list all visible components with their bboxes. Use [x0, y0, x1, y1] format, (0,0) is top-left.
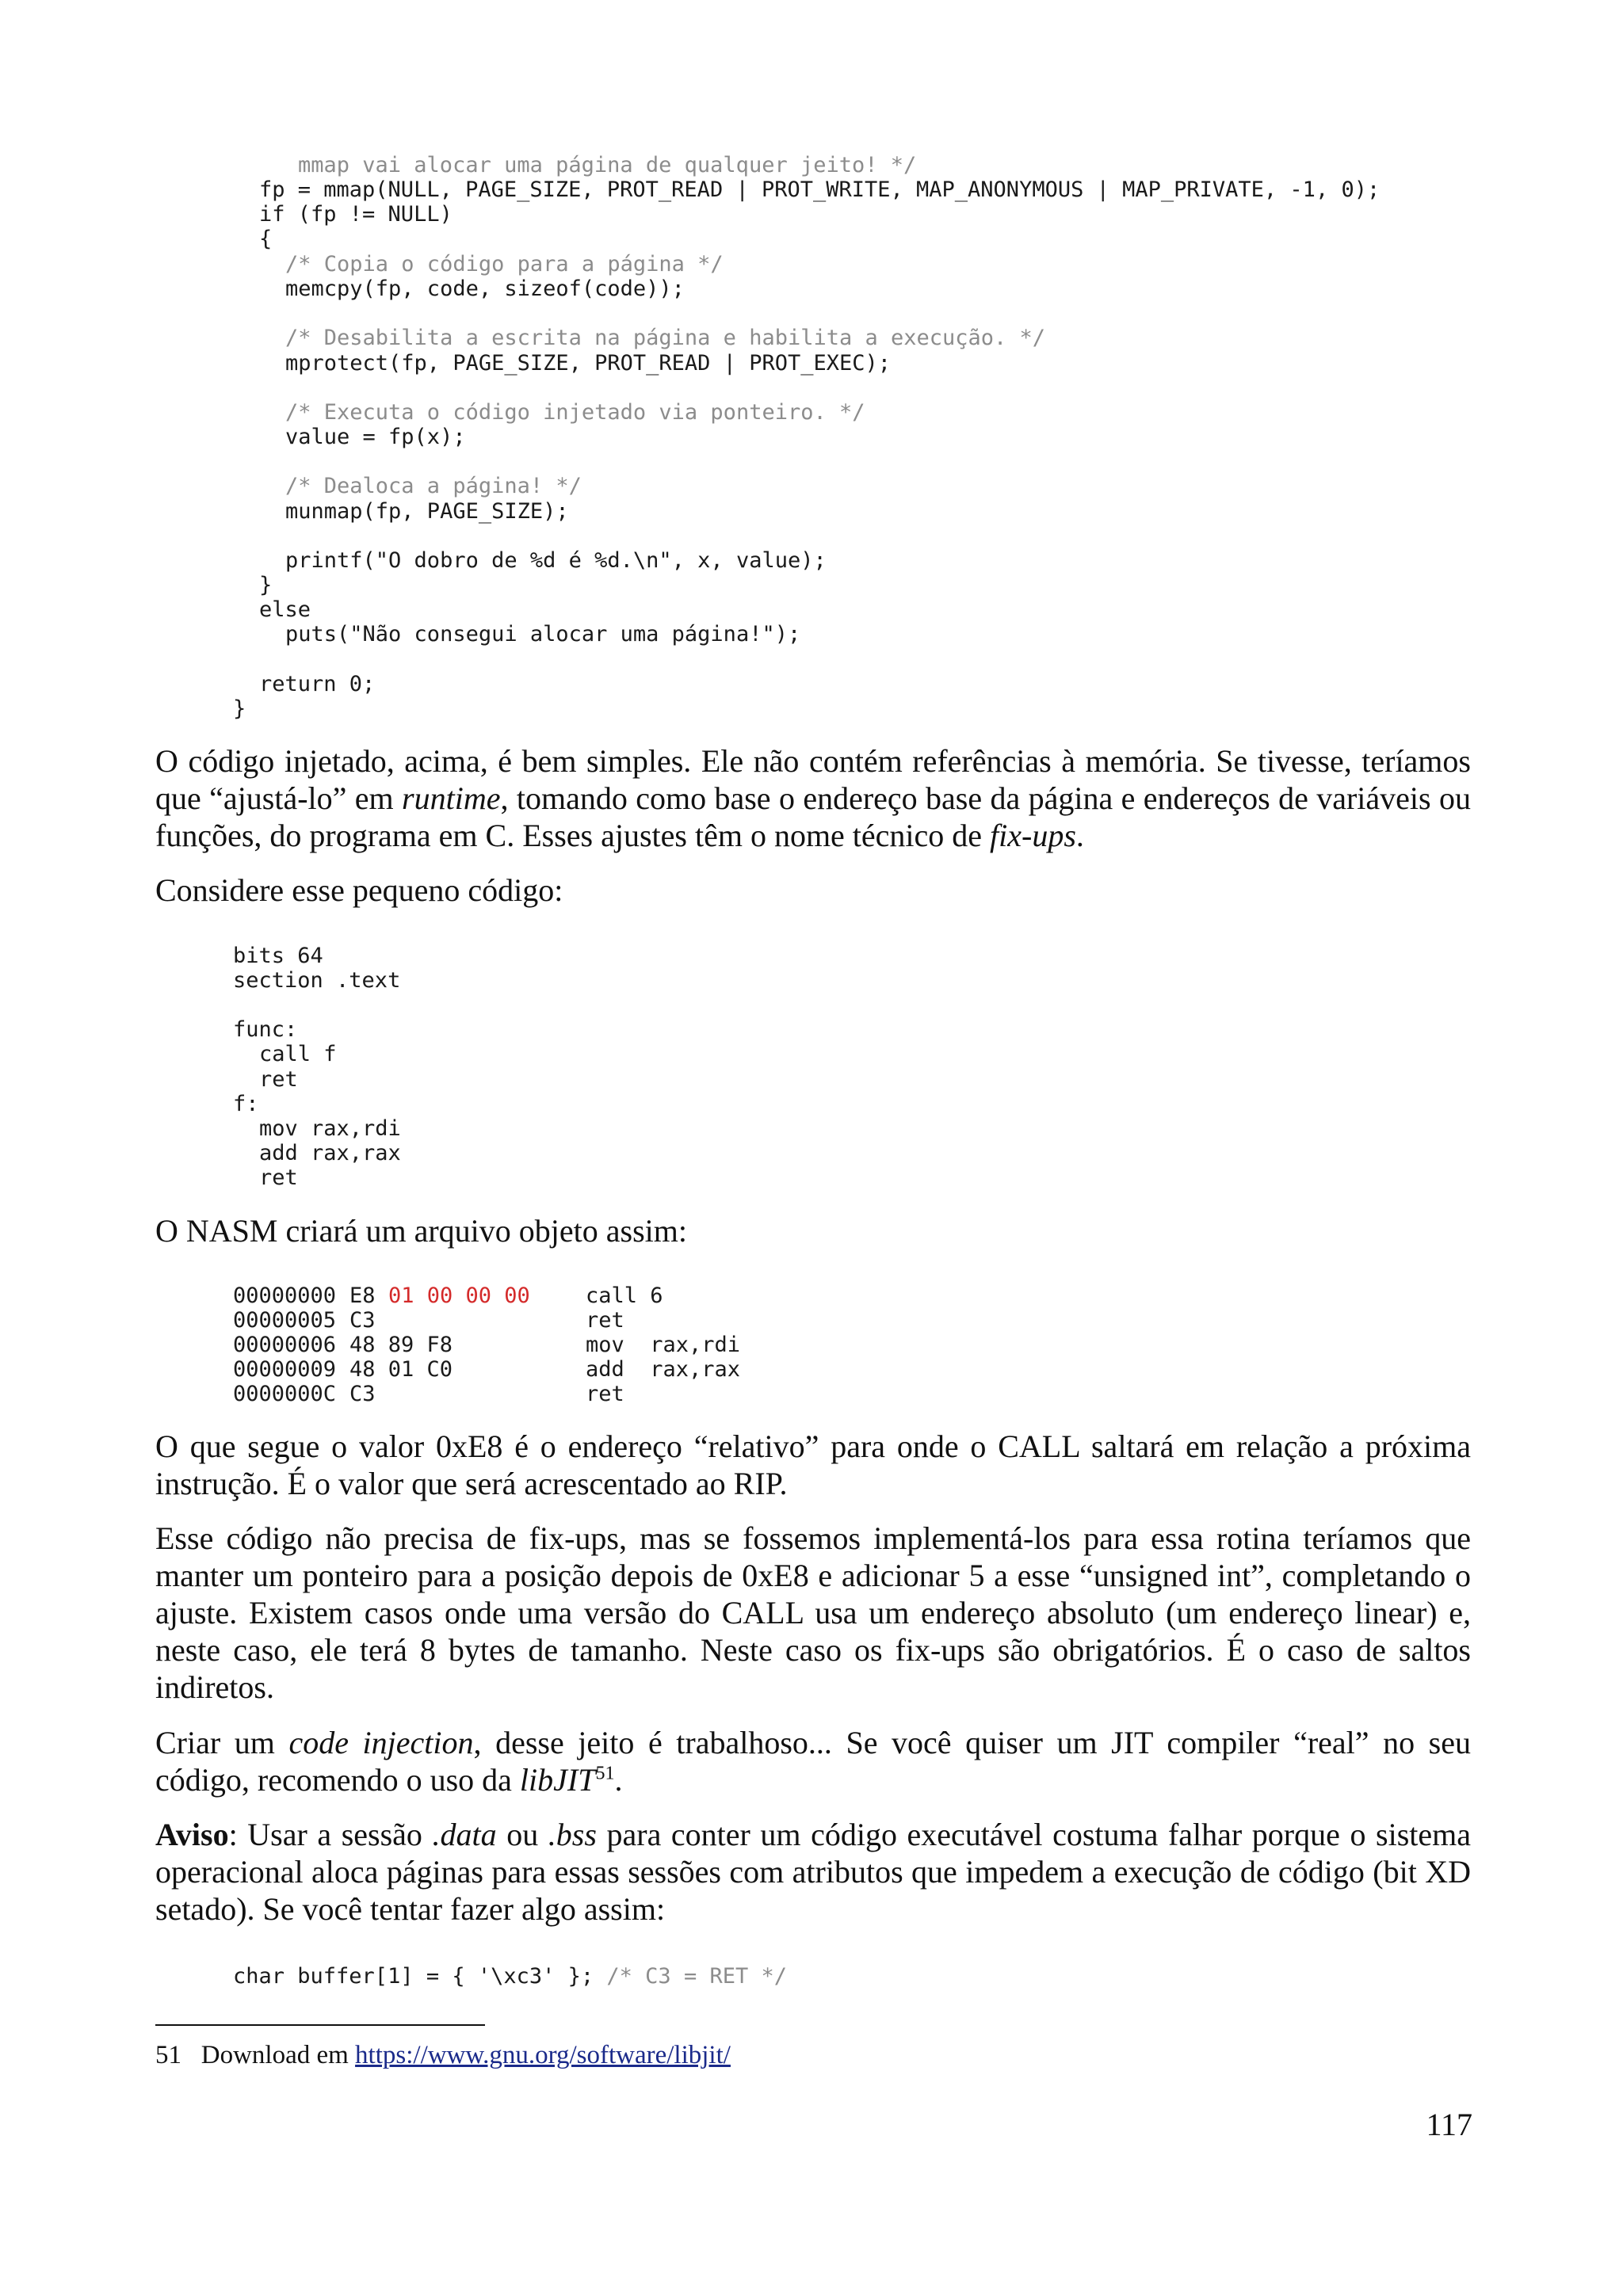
code-line: if (fp != NULL): [259, 202, 453, 227]
code-line: fp = mmap(NULL, PAGE_SIZE, PROT_READ | PROT_WRITE, MAP_ANONYMOUS | MAP_PRIVATE, -1, 0);: [259, 177, 1381, 202]
code-comment: /* Copia o código para a página */: [285, 252, 724, 277]
listing-opcode: E8: [349, 1283, 376, 1308]
code-line: mov rax,rdi: [259, 1116, 401, 1141]
page-number: 117: [1426, 2107, 1472, 2142]
emphasis-fixups: fix-ups: [990, 818, 1076, 853]
emphasis-runtime: runtime: [402, 780, 501, 816]
code-line: ret: [259, 1165, 298, 1190]
code-comment: /* Desabilita a escrita na página e habilita a execução. */: [285, 326, 1046, 350]
code-line: return 0;: [259, 672, 376, 696]
code-comment: /* Dealoca a página! */: [285, 474, 582, 498]
listing-address: 00000009: [233, 1357, 337, 1382]
listing-opcode: C3: [349, 1308, 376, 1333]
code-line: section .text: [233, 968, 401, 993]
footnote-text: Download em: [200, 2041, 356, 2069]
listing-highlighted-bytes: 01 00 00 00: [388, 1283, 530, 1308]
code-line: func:: [233, 1017, 298, 1042]
emphasis-code-injection: code injection: [288, 1725, 474, 1760]
footnote: [155, 2039, 731, 2071]
code-line: memcpy(fp, code, sizeof(code));: [285, 277, 685, 301]
code-line: [233, 1964, 787, 1989]
paragraph-nasm: O NASM criará um arquivo objeto assim:: [155, 1213, 687, 1249]
text-run: para conter um código executável costuma falhar porque o sistema operacional aloca páginas para essas sessões com atributos que impedem a execução de código (bit XD setado). Se você tentar fazer algo assim:: [155, 1817, 1471, 1927]
code-line: puts("Não consegui alocar uma página!");: [285, 622, 801, 646]
listing-instruction: mov rax,rdi: [586, 1333, 741, 1357]
text-run: ou: [496, 1817, 548, 1852]
code-line: f:: [233, 1092, 259, 1116]
code-line: }: [259, 573, 273, 597]
code-line: value = fp(x);: [285, 425, 466, 449]
code-line: printf("O dobro de %d é %d.\n", x, value);: [285, 548, 827, 573]
emphasis-libjit: libJIT: [519, 1762, 596, 1798]
footnote-reference[interactable]: 51: [595, 1763, 615, 1784]
listing-address: 0000000C: [233, 1382, 337, 1406]
footnote-separator: [155, 2024, 485, 2026]
text-run: .: [614, 1762, 623, 1798]
code-line: else: [259, 597, 311, 622]
listing-address: 00000000: [233, 1283, 337, 1308]
paragraph-relative-address: O que segue o valor 0xE8 é o endereço “relativo” para onde o CALL saltará em relação a próxima instrução. É o valor que será acrescentado ao RIP.: [155, 1428, 1471, 1501]
text-run: , tomando como base o endereço base da página e endereços de variáveis ou funções, do programa em C. Esses ajustes têm o nome técnico de: [155, 780, 1471, 853]
listing-instruction: call 6: [586, 1283, 663, 1308]
listing-opcode: 48 89 F8: [349, 1333, 453, 1357]
code-line: {: [259, 227, 273, 251]
libjit-link[interactable]: https://www.gnu.org/software/libjit/: [355, 2041, 731, 2069]
listing-address: 00000005: [233, 1308, 337, 1333]
code-line: ret: [259, 1067, 298, 1092]
code-text: char buffer[1] = { '\xc3' };: [233, 1964, 607, 1989]
text-run: : Usar a sessão: [228, 1817, 433, 1852]
text-run: , desse jeito é trabalhoso... Se você quiser um JIT compiler “real” no seu código, recomendo o uso da: [155, 1725, 1471, 1798]
text-run: O código injetado, acima, é bem simples. Ele não contém referências à memória. Se tivesse, teríamos que “ajustá-lo” em: [155, 743, 1471, 816]
listing-address: 00000006: [233, 1333, 337, 1357]
code-line: call f: [259, 1042, 337, 1066]
code-line: mprotect(fp, PAGE_SIZE, PROT_READ | PROT_EXEC);: [285, 351, 892, 376]
code-line: mmap vai alocar uma página de qualquer jeito! */: [298, 153, 917, 177]
code-line: add rax,rax: [259, 1141, 401, 1165]
paragraph-fixups: [155, 742, 1471, 854]
listing-opcode: C3: [349, 1382, 376, 1406]
paragraph-code-injection: [155, 1724, 1471, 1798]
code-comment: /* C3 = RET */: [606, 1964, 787, 1989]
emphasis-data-section: .data: [432, 1817, 497, 1852]
listing-instruction: ret: [586, 1308, 624, 1333]
code-line: }: [233, 696, 246, 721]
code-comment: /* Executa o código injetado via ponteiro. */: [285, 400, 865, 425]
paragraph-consider: Considere esse pequeno código:: [155, 872, 563, 908]
code-line: munmap(fp, PAGE_SIZE);: [285, 499, 569, 524]
text-run: Criar um: [155, 1725, 289, 1760]
warning-label: Aviso: [155, 1817, 229, 1852]
emphasis-bss-section: .bss: [548, 1817, 597, 1852]
text-run: .: [1075, 818, 1084, 853]
paragraph-fixups-detail: Esse código não precisa de fix-ups, mas se fossemos implementá-los para essa rotina teríamos que manter um ponteiro para a posição depois de 0xE8 e adicionar 5 a esse “unsigned int”, completando o ajuste. Existem casos onde uma versão do CALL usa um endereço absoluto (um endereço linear) e, neste caso, ele terá 8 bytes de tamanho. Neste caso os fix-ups são obrigatórios. É o caso de saltos indiretos.: [155, 1520, 1471, 1705]
listing-instruction: ret: [586, 1382, 624, 1406]
listing-instruction: add rax,rax: [586, 1357, 741, 1382]
paragraph-warning: [155, 1816, 1471, 1928]
code-line: bits 64: [233, 944, 323, 968]
listing-opcode: 48 01 C0: [349, 1357, 453, 1382]
footnote-number: 51: [155, 2041, 181, 2069]
